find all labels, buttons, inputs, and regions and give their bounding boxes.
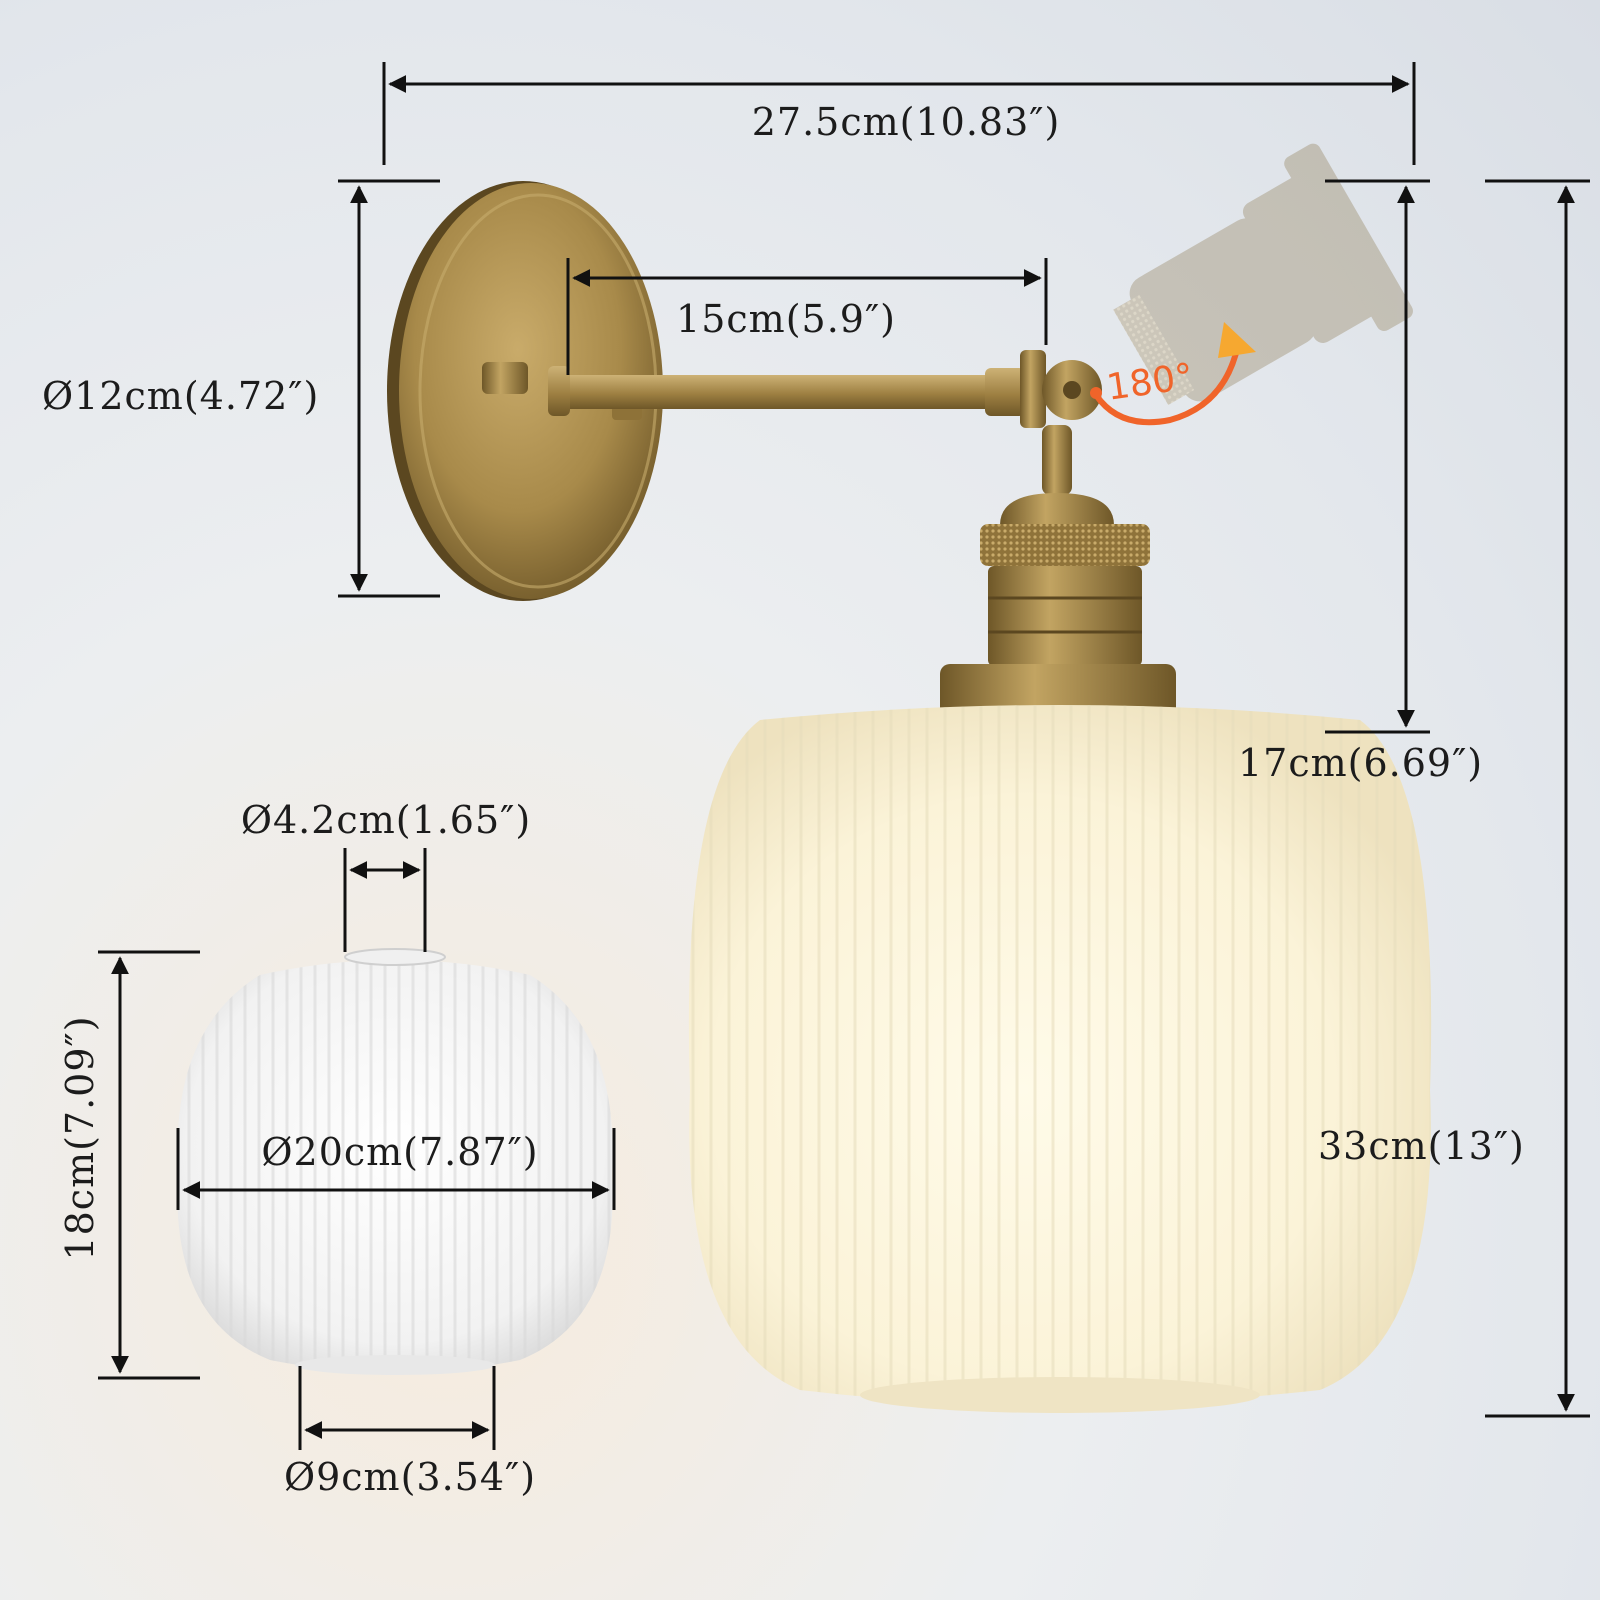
dim-shade-top-opening	[345, 848, 425, 952]
label-shade-diameter: Ø20cm(7.87″)	[261, 1130, 539, 1174]
label-arm-length: 15cm(5.9″)	[676, 297, 896, 341]
label-rotation-angle: 180°	[1104, 356, 1196, 409]
dim-total-height	[1485, 181, 1590, 1416]
glass-shade-lit	[689, 705, 1431, 1413]
label-fitting-height: 17cm(6.69″)	[1238, 741, 1484, 785]
label-shade-bottom-opening: Ø9cm(3.54″)	[283, 1455, 537, 1499]
label-shade-height: 18cm(7.09″)	[58, 1015, 102, 1261]
lamp-socket	[940, 425, 1176, 718]
mounting-screw	[482, 362, 528, 394]
label-total-width: 27.5cm(10.83″)	[751, 100, 1061, 144]
label-backplate-diameter: Ø12cm(4.72″)	[42, 374, 320, 418]
label-total-height: 33cm(13″)	[1318, 1124, 1525, 1168]
dim-shade-bottom-opening	[300, 1366, 494, 1450]
label-shade-top-opening: Ø4.2cm(1.65″)	[240, 798, 532, 842]
